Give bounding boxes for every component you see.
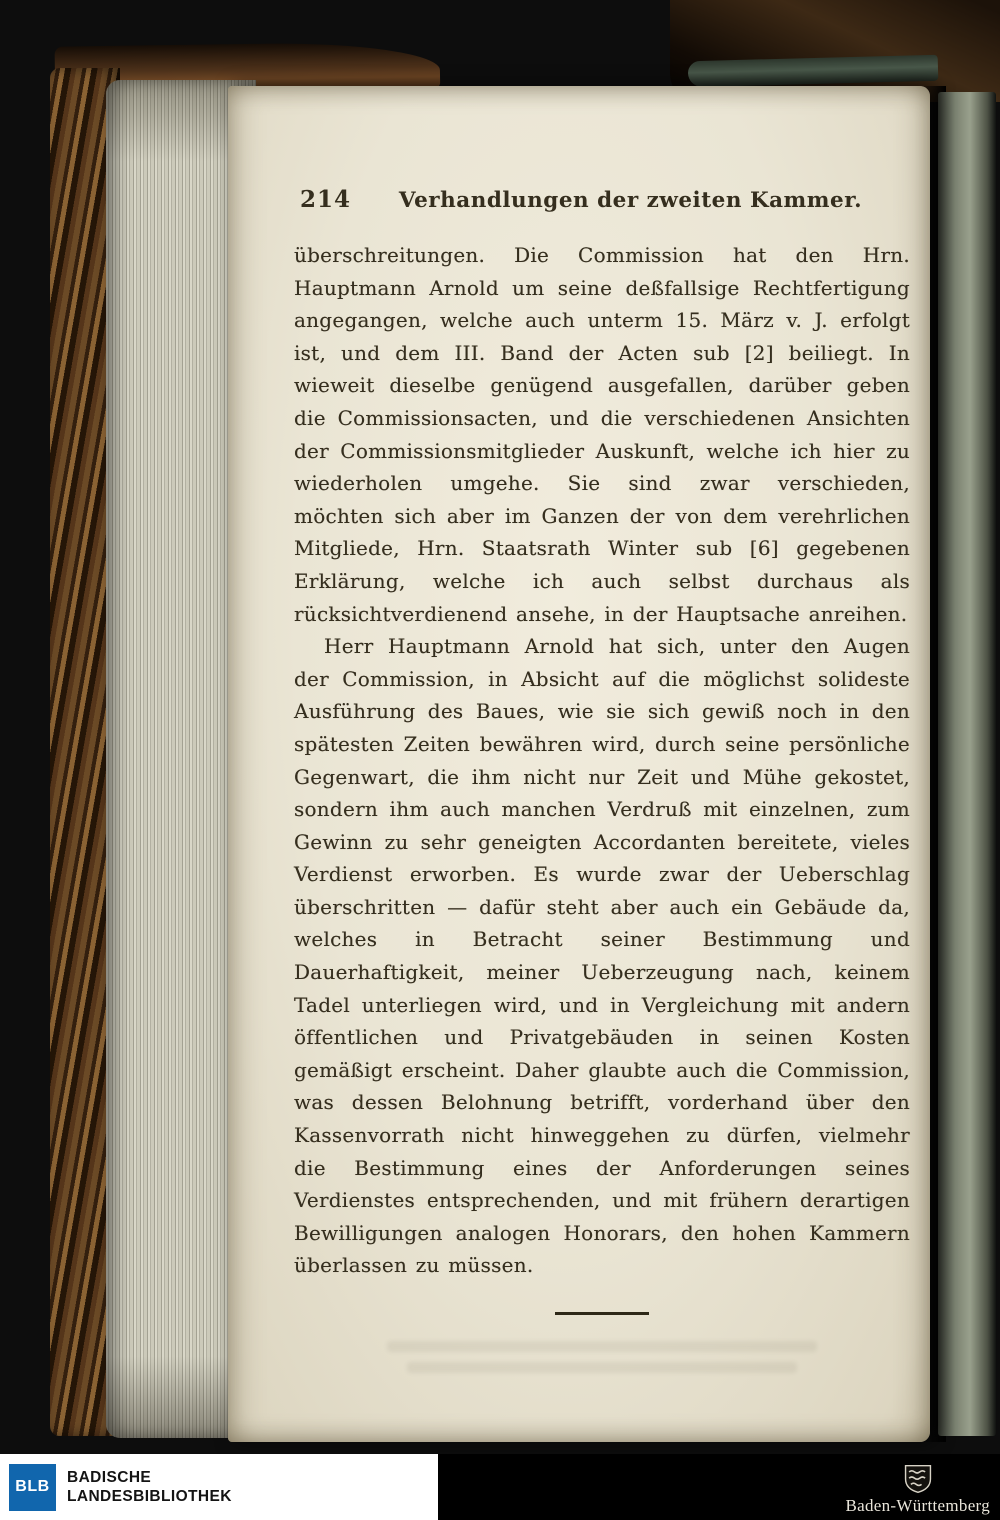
page-content	[294, 186, 910, 1383]
show-through-ghosting	[294, 1341, 910, 1373]
body-paragraph: überschreitungen. Die Commission hat den Hrn. Hauptmann Arnold um seine deßfallsige Rechtfertigung angegangen, welche auch unterm 15. März v. J. erfolgt ist, und dem III. Band der Acten sub [2] beiliegt. In wieweit dieselbe genügend ausgefallen, darüber geben die Commissionsacten, und die verschiedenen Ansichten der Commissionsmitglieder Auskunft, welche ich hier zu wiederholen umgehe. Sie sind zwar verschieden, möchten sich aber im Ganzen der von dem verehrlichen Mitgliede, Hrn. Staatsrath Winter sub [6] gegebenen Erklärung, welche ich auch selbst durchaus als rücksichtverdienend ansehe, in der Hauptsache anreihen.	[294, 243, 910, 626]
library-name-line1: BADISCHE	[67, 1468, 152, 1486]
running-title: Verhandlungen der zweiten Kammer.	[398, 188, 863, 213]
region-branding	[845, 1463, 990, 1516]
section-divider	[555, 1312, 649, 1315]
library-branding	[0, 1454, 438, 1520]
library-name-line2: LANDESBIBLIOTHEK	[67, 1488, 232, 1505]
facing-page-edge	[938, 92, 996, 1436]
blb-logo: BLB	[9, 1464, 56, 1511]
body-paragraph: Herr Hauptmann Arnold hat sich, unter den Augen der Commission, in Absicht auf die möglichst solideste Ausführung des Baues, wie sie sich gewiß noch in den spätesten Zeiten bewähren wird, durch seine persönliche Gegenwart, die ihm nicht nur Zeit und Mühe gekostet, sondern ihm auch manchen Verdruß mit einzelnen, zum Gewinn zu sehr geneigten Accordanten bereitete, vieles Verdienst erworben. Es wurde zwar der Ueberschlag überschritten — dafür steht aber auch ein Gebäude da, welches in Betracht seiner Bestimmung und Dauerhaftigkeit, meiner Ueberzeugung nach, keinem Tadel unterliegen wird, und in Vergleichung mit andern öffentlichen und Privatgebäuden in seinen Kosten gemäßigt erscheint. Daher glaubte auch die Commission, was dessen Belohnung betrifft, vorderhand über den Kassenvorrath nicht hinweggehen zu dürfen, vielmehr die Bestimmung eines der Anforderungen seines Verdienstes entsprechenden, und mit frühern derartigen Bewilligungen analogen Honorars, den hohen Kammern überlassen zu müssen.	[294, 634, 910, 1278]
region-label: Baden-Württemberg	[845, 1496, 990, 1515]
coat-of-arms-icon	[900, 1463, 936, 1495]
show-through-line	[387, 1341, 817, 1352]
page-header	[294, 186, 910, 213]
page-number: 214	[300, 186, 352, 213]
book-page	[228, 86, 930, 1442]
footer-bar	[0, 1454, 1000, 1520]
library-name	[67, 1468, 232, 1507]
show-through-line	[407, 1362, 797, 1373]
